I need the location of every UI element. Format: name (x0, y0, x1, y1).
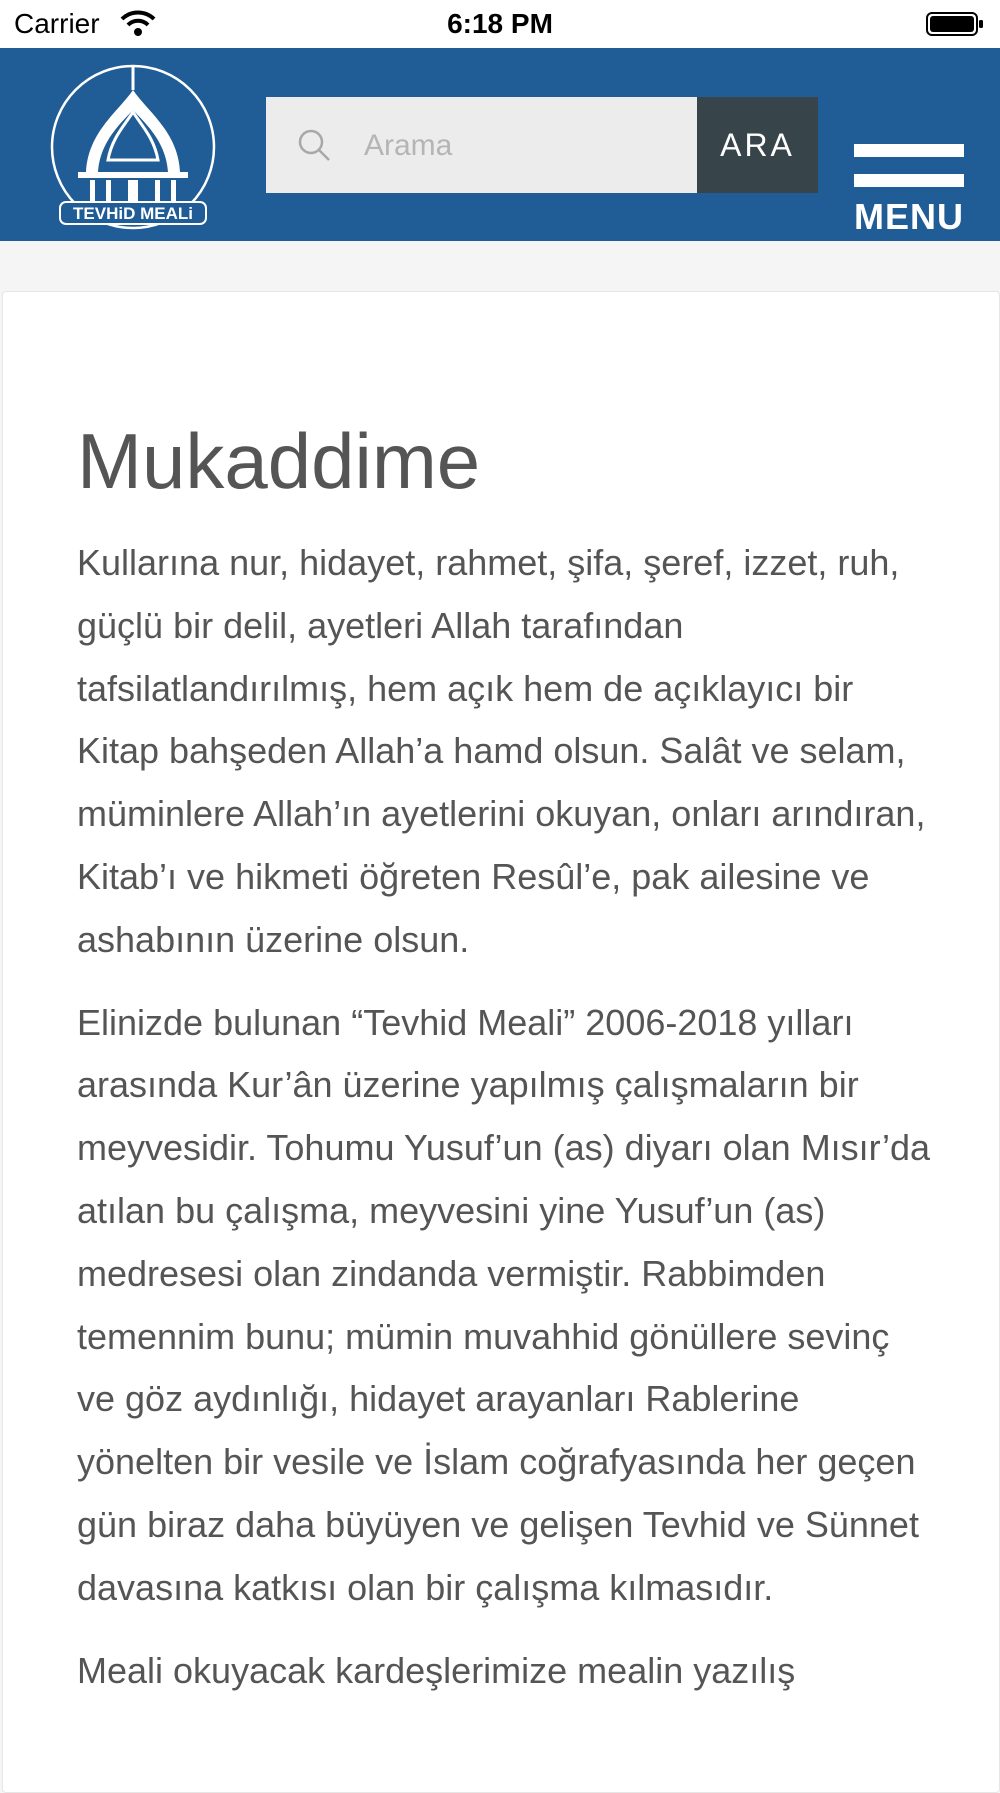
logo-text: TEVHiD MEALi (73, 204, 193, 223)
menu-bar-icon (854, 144, 964, 157)
article-paragraph: Meali okuyacak kardeşlerimize mealin yazılış (77, 1649, 796, 1691)
status-bar (0, 0, 1000, 48)
article-body (77, 532, 937, 1722)
article-paragraph: Kullarına nur, hidayet, rahmet, şifa, şeref, izzet, ruh, güçlü bir delil, ayetleri Allah tarafından tafsilatlandırılmış, hem açık hem de açıklayıcı bir Kitap bahşeden Allah’a hamd olsun. Salât ve selam, müminlere Allah’ın ayetlerini okuyan, onları arındıran, Kitab’ı ve hikmeti öğreten Resûl’e, pak ailesine ve ashabının üzerine olsun. (77, 542, 926, 960)
battery-icon (926, 12, 984, 36)
search-input[interactable] (362, 97, 686, 195)
carrier-label: Carrier (14, 8, 100, 39)
article-card (2, 291, 1000, 1793)
site-header (0, 48, 1000, 241)
search-box (266, 97, 697, 193)
menu-bar-icon (854, 174, 964, 187)
search-button[interactable]: ARA (697, 97, 818, 193)
status-time: 6:18 PM (447, 8, 553, 39)
page-title: Mukaddime (77, 417, 481, 505)
article-paragraph: Elinizde bulunan “Tevhid Meali” 2006-2018 yılları arasında Kur’ân üzerine yapılmış çalışmaların bir meyvesidir. Tohumu Yusuf’un (as) diyarı olan Mısır’da atılan bu çalışma, meyvesini yine Yusuf’un (as) medresesi olan zindanda vermiştir. Rabbimden temennim bunu; mümin muvahhid gönüllere sevinç ve göz aydınlığı, hidayet arayanları Rablerine yönelten bir vesile ve İslam coğrafyasında her geçen gün biraz daha büyüyen ve gelişen Tevhid ve Sünnet davasına katkısı olan bir çalışma kılmasıdır. (77, 1001, 931, 1608)
search-icon (296, 127, 332, 163)
menu-label: MENU (854, 196, 964, 237)
tevhid-meali-logo[interactable] (48, 62, 218, 232)
menu-button[interactable] (854, 96, 966, 237)
